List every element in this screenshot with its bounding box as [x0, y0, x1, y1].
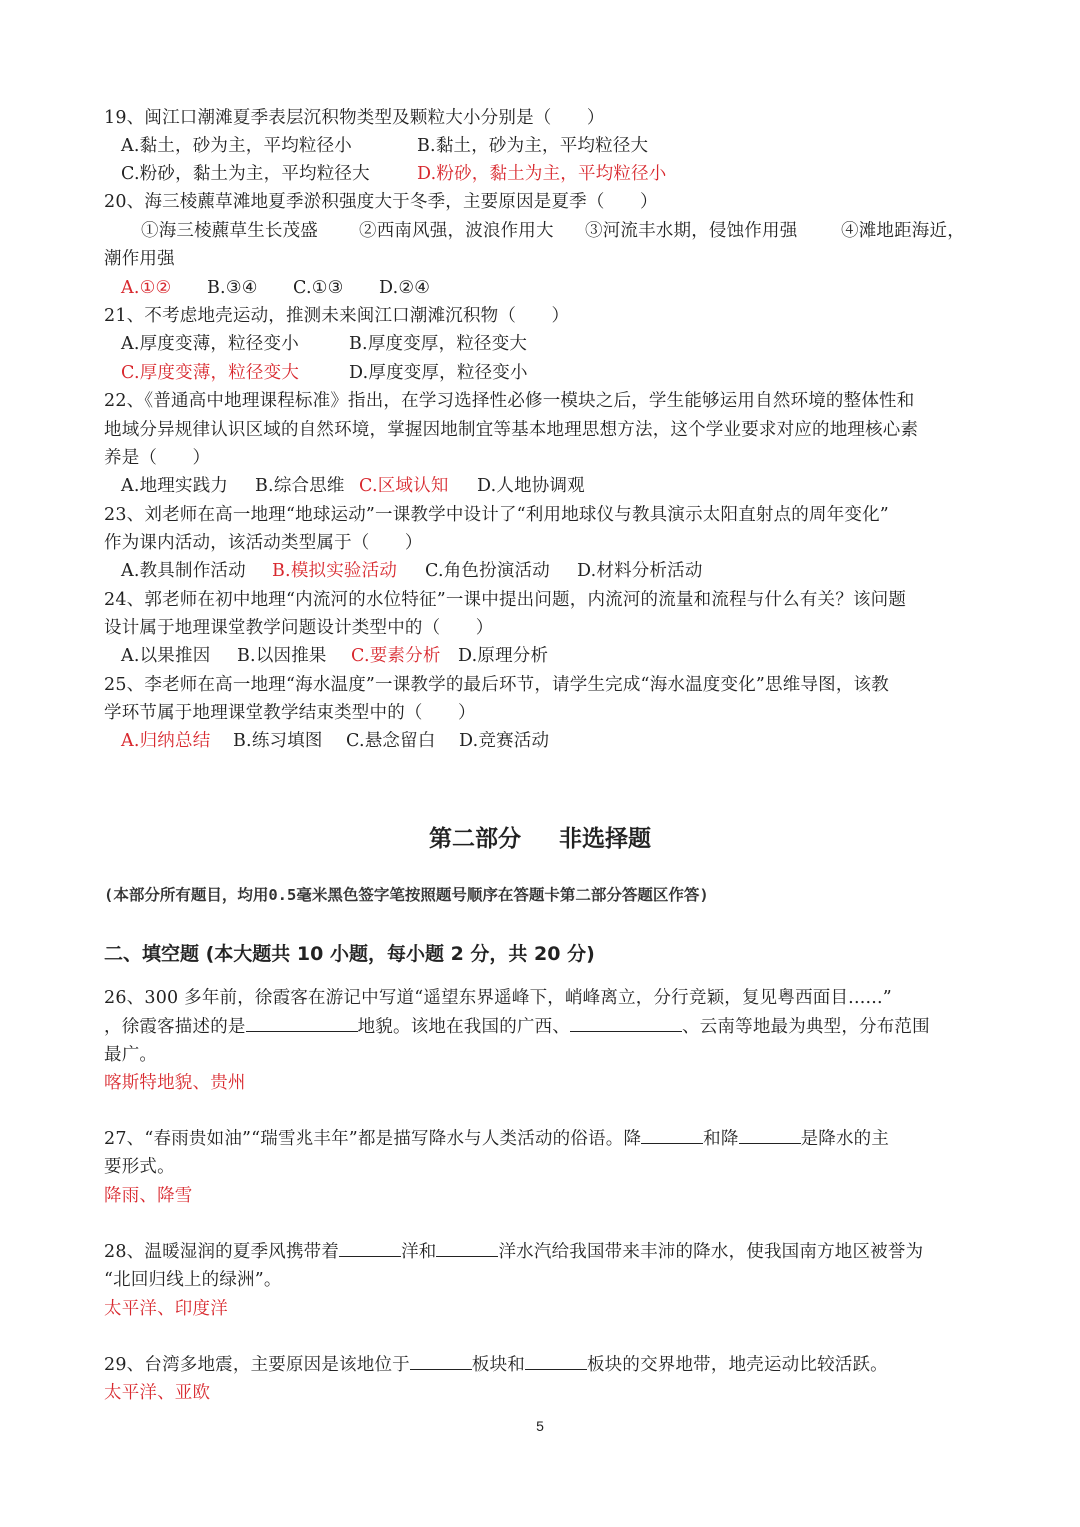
q25-stem-line2: 学环节属于地理课堂教学结束类型中的（ ） — [104, 703, 476, 723]
q20-statement-1: ①海三棱藨草生长茂盛 — [141, 221, 318, 241]
q19-option-d-answer: D.粉砂，黏土为主，平均粒径小 — [417, 164, 667, 184]
q21-option-d: D.厚度变厚，粒径变小 — [349, 363, 528, 383]
q26-text-b: 地貌。该地在我国的广西、 — [357, 1017, 571, 1037]
q22-stem-line3: 养是（ ） — [104, 448, 211, 468]
q27-line1 — [104, 1127, 889, 1151]
page-number: 5 — [536, 1418, 544, 1434]
q22-stem-line2: 地域分异规律认识区域的自然环境，掌握因地制宜等基本地理思想方法，这个学业要求对应的地理核心素 — [104, 420, 919, 440]
q22-option-a: A.地理实践力 — [121, 476, 229, 496]
q26-text-a: ，徐霞客描述的是 — [104, 1017, 246, 1037]
q25-option-b: B.练习填图 — [233, 731, 323, 751]
q20-option-b: B.③④ — [207, 278, 258, 298]
q20-statements — [141, 219, 965, 243]
q24-option-d: D.原理分析 — [458, 646, 549, 666]
q20-statement-4-cont: 潮作用强 — [104, 249, 175, 269]
q26-blank-1[interactable] — [246, 1015, 358, 1032]
q24-stem-line2: 设计属于地理课堂教学问题设计类型中的（ ） — [104, 618, 494, 638]
q27-blank-2[interactable] — [739, 1127, 801, 1144]
q26-answer: 喀斯特地貌、贵州 — [104, 1073, 246, 1093]
q27-blank-1[interactable] — [641, 1127, 703, 1144]
q28-text-c: 洋水汽给我国带来丰沛的降水，使我国南方地区被誉为 — [498, 1242, 924, 1262]
q29-answer: 太平洋、亚欧 — [104, 1383, 211, 1403]
q20-statement-2: ②西南风强，波浪作用大 — [359, 221, 554, 241]
q21-option-a: A.厚度变薄，粒径变小 — [121, 334, 299, 354]
q29-blank-1[interactable] — [410, 1353, 472, 1370]
q24-option-a: A.以果推因 — [121, 646, 211, 666]
q25-option-c: C.悬念留白 — [346, 731, 436, 751]
q28-blank-2[interactable] — [436, 1240, 498, 1257]
q23-stem-line1: 23、刘老师在高一地理“地球运动”一课教学中设计了“利用地球仪与教具演示太阳直射点的周年变化” — [104, 505, 889, 525]
q22-option-c-answer: C.区域认知 — [359, 476, 449, 496]
q20-option-d: D.②④ — [379, 278, 431, 298]
q25-option-d: D.竞赛活动 — [459, 731, 550, 751]
q26-text-c: 、云南等地最为典型，分布范围 — [682, 1017, 930, 1037]
part2-title-type: 非选择题 — [559, 826, 651, 852]
q23-option-c: C.角色扮演活动 — [425, 561, 550, 581]
q28-text-b: 洋和 — [401, 1242, 437, 1262]
q29-text-c: 板块的交界地带，地壳运动比较活跃。 — [586, 1355, 888, 1375]
q21-option-b: B.厚度变厚，粒径变大 — [349, 334, 528, 354]
q26-line2 — [104, 1015, 930, 1039]
q28-blank-1[interactable] — [339, 1240, 401, 1257]
q27-text-c: 是降水的主 — [800, 1129, 890, 1149]
q22-options — [121, 474, 585, 498]
q19-option-b: B.黏土，砂为主，平均粒径大 — [417, 136, 649, 156]
q19-stem: 19、闽江口潮滩夏季表层沉积物类型及颗粒大小分别是（ ） — [104, 108, 605, 128]
q27-line2: 要形式。 — [104, 1157, 175, 1177]
q27-answer: 降雨、降雪 — [104, 1186, 193, 1206]
q24-stem-line1: 24、郭老师在初中地理“内流河的水位特征”一课中提出问题，内流河的流量和流程与什么有关？该问题 — [104, 590, 907, 610]
q21-options-row2 — [121, 361, 528, 385]
q26-blank-2[interactable] — [570, 1015, 682, 1032]
q19-option-a: A.黏土，砂为主，平均粒径小 — [121, 136, 352, 156]
q22-option-b: B.综合思维 — [255, 476, 345, 496]
q23-stem-line2: 作为课内活动，该活动类型属于（ ） — [104, 533, 423, 553]
q23-option-a: A.教具制作活动 — [121, 561, 246, 581]
q20-stem: 20、海三棱藨草滩地夏季淤积强度大于冬季，主要原因是夏季（ ） — [104, 192, 658, 212]
q19-options-row2 — [121, 162, 666, 186]
q24-option-c-answer: C.要素分析 — [351, 646, 441, 666]
q24-options — [121, 644, 548, 668]
q23-options — [121, 559, 703, 583]
part2-instruction: (本部分所有题目，均用0.5毫米黑色签字笔按照题号顺序在答题卡第二部分答题区作答) — [104, 886, 709, 904]
q28-line1 — [104, 1240, 923, 1264]
q20-options — [121, 276, 430, 300]
fill-blank-section-title: 二、填空题 (本大题共 10 小题，每小题 2 分，共 20 分) — [104, 943, 595, 965]
q21-stem: 21、不考虑地壳运动，推测未来闽江口潮滩沉积物（ ） — [104, 306, 570, 326]
q27-text-a: 27、“春雨贵如油”“瑞雪兆丰年”都是描写降水与人类活动的俗语。降 — [104, 1129, 642, 1149]
q28-text-a: 28、温暖湿润的夏季风携带着 — [104, 1242, 340, 1262]
q27-text-b: 和降 — [703, 1129, 739, 1149]
q24-option-b: B.以因推果 — [237, 646, 327, 666]
q19-option-c: C.粉砂，黏土为主，平均粒径大 — [121, 164, 370, 184]
q25-option-a-answer: A.归纳总结 — [121, 731, 211, 751]
q22-option-d: D.人地协调观 — [477, 476, 585, 496]
q28-answer: 太平洋、印度洋 — [104, 1299, 228, 1319]
part2-title — [0, 823, 1080, 855]
q25-stem-line1: 25、李老师在高一地理“海水温度”一课教学的最后环节，请学生完成“海水温度变化”思维导图，该教 — [104, 675, 889, 695]
q29-text-a: 29、台湾多地震，主要原因是该地位于 — [104, 1355, 410, 1375]
q20-statement-4: ④滩地距海近， — [841, 221, 965, 241]
q20-option-c: C.①③ — [293, 278, 344, 298]
q25-options — [121, 729, 549, 753]
q26-line3: 最广。 — [104, 1045, 158, 1065]
q23-option-d: D.材料分析活动 — [577, 561, 703, 581]
q23-option-b-answer: B.模拟实验活动 — [272, 561, 398, 581]
q29-line1 — [104, 1353, 888, 1377]
q20-statement-3: ③河流丰水期，侵蚀作用强 — [585, 221, 798, 241]
q21-option-c-answer: C.厚度变薄，粒径变大 — [121, 363, 300, 383]
q22-stem-line1: 22、《普通高中地理课程标准》指出，在学习选择性必修一模块之后，学生能够运用自然环境的整体性和 — [104, 391, 915, 411]
q29-text-b: 板块和 — [471, 1355, 525, 1375]
q19-options-row1 — [121, 134, 648, 158]
q26-line1: 26、300 多年前，徐霞客在游记中写道“遥望东界遥峰下，峭峰离立，分行竞颖，复见粤西面目......” — [104, 988, 892, 1008]
q28-line2: “北回归线上的绿洲”。 — [104, 1270, 282, 1290]
q29-blank-2[interactable] — [525, 1353, 587, 1370]
q21-options-row1 — [121, 332, 527, 356]
q20-option-a-answer: A.①② — [121, 278, 172, 298]
part2-title-part: 第二部分 — [429, 826, 521, 852]
